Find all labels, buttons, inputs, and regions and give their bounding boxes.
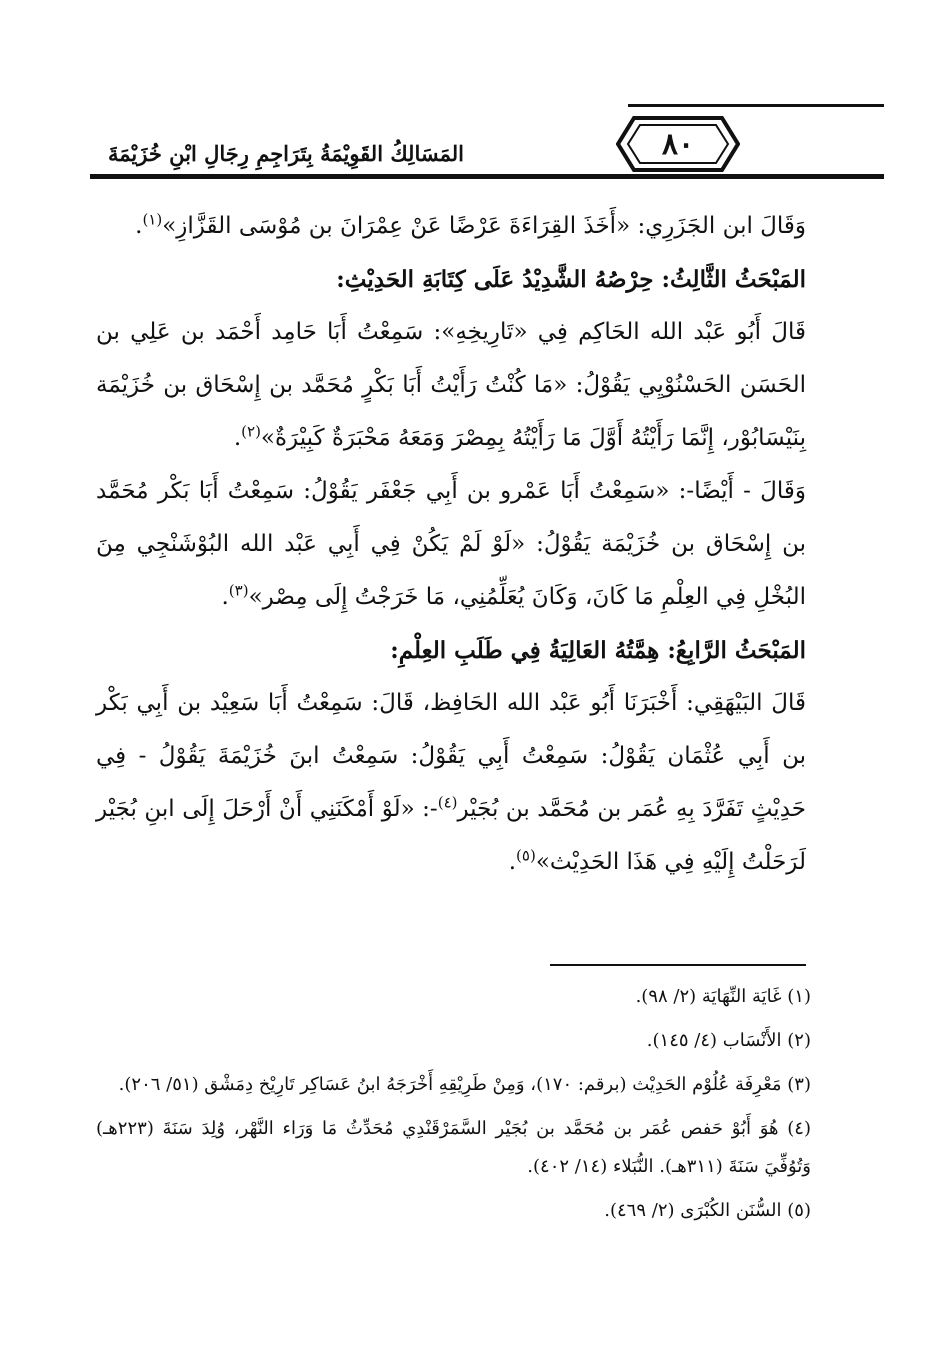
footnote-5-text: السُّنَن الكُبْرَى (٢/ ٤٦٩). xyxy=(604,1200,782,1221)
footnote-ref-2: (٢) xyxy=(241,422,261,441)
paragraph-1 xyxy=(96,200,806,253)
footnote-2 xyxy=(96,1022,811,1060)
section-heading-4-label: المَبْحَثُ الرَّابِعُ: xyxy=(667,637,806,664)
footnote-4-number: (٤) xyxy=(787,1118,811,1139)
footnotes xyxy=(96,978,811,1236)
section-heading-3-text: حِرْصُهُ الشَّدِيْدُ عَلَى كِتَابَةِ الحَدِيْثِ: xyxy=(336,266,654,293)
paragraph-4 xyxy=(96,677,806,889)
paragraph-4-text-a: قَالَ البَيْهَقِي: أَخْبَرَنَا أَبُو عَبْد الله الحَافِظ، قَالَ: سَمِعْتُ أَبَا سَعِيْد بن أَبِي بَكْر بن أَبِي عُثْمَان يَقُوْلُ: سَمِعْتُ أَبِي يَقُوْلُ: سَمِعْتُ ابنَ خُزَيْمَةَ يَقُوْلُ - فِي حَدِيْثٍ تَفَرَّدَ بِهِ عُمَر بن مُحَمَّد بن بُجَيْر xyxy=(96,690,806,822)
footnote-5 xyxy=(96,1192,811,1230)
footnote-2-text: الأَنْسَاب (٤/ ١٤٥). xyxy=(646,1030,782,1051)
footnote-separator xyxy=(550,964,806,966)
footnote-ref-1: (١) xyxy=(142,210,163,229)
paragraph-2 xyxy=(96,306,806,465)
footnote-5-number: (٥) xyxy=(787,1200,811,1221)
paragraph-2-end: . xyxy=(233,425,242,451)
page-number-badge xyxy=(616,114,740,174)
main-text xyxy=(96,200,806,889)
footnote-4 xyxy=(96,1110,811,1186)
footnote-4-text: هُوَ أَبُوْ حَفص عُمَر بن مُحَمَّد بن بُجَيْر السَّمَرْقَنْدِي مُحَدِّثُ مَا وَرَاء النَّهْر، وُلِدَ سَنَةَ (٢٢٣هـ) وَتُوُفِّيَ سَنَةَ (٣١١هـ). النُّبَلاء (١٤/ ٤٠٢). xyxy=(96,1118,811,1177)
paragraph-4-text-b: -: «لَوْ أَمْكَنَنِي أَنْ أَرْحَلَ إِلَى ابنِ بُجَيْر لَرَحَلْتُ إِلَيْهِ فِي هَذَا الحَدِيْث» xyxy=(96,796,806,875)
paragraph-2-text: قَالَ أَبُو عَبْد الله الحَاكِم فِي «تَارِيخِهِ»: سَمِعْتُ أَبَا حَامِد أَحْمَد بن عَلِي بن الحَسَن الحَسْنُوْيِي يَقُوْلُ: «مَا كُنْتُ رَأَيْتُ أَبَا بَكْرٍ مُحَمَّد بن إِسْحَاق بن خُزَيْمَة بِنَيْسَابُوْر، إِنَّمَا رَأَيْتُهُ أَوَّلَ مَا رَأَيْتُهُ بِمِصْرَ وَمَعَهُ مَحْبَرَةٌ كَبِيْرَةٌ» xyxy=(96,319,806,451)
footnote-ref-5: (٥) xyxy=(516,846,536,865)
section-heading-4-text: هِمَّتُهُ العَالِيَةُ فِي طَلَبِ العِلْمِ: xyxy=(390,637,660,664)
footnote-3-text: مَعْرِفَة عُلُوْم الحَدِيْث (برقم: ١٧٠)، وَمِنْ طَرِيْقِهِ أَخْرَجَهُ ابنُ عَسَاكِر تَارِيْخ دِمَشْق (٥١/ ٢٠٦). xyxy=(118,1074,782,1095)
footnote-2-number: (٢) xyxy=(787,1030,811,1051)
paragraph-4-end: . xyxy=(508,849,517,875)
paragraph-1-end: . xyxy=(135,213,143,239)
section-heading-3-label: المَبْحَثُ الثَّالِثُ: xyxy=(661,266,806,293)
paragraph-1-text: وَقَالَ ابن الجَزَرِي: «أَخَذَ القِرَاءَةَ عَرْضًا عَنْ عِمْرَانَ بن مُوْسَى القَزَّازِ» xyxy=(162,213,806,239)
page-number: ٨٠ xyxy=(661,126,695,162)
footnote-3 xyxy=(96,1066,811,1104)
paragraph-3-text: وَقَالَ - أَيْضًا-: «سَمِعْتُ أَبَا عَمْرو بن أَبِي جَعْفَر يَقُوْلُ: سَمِعْتُ أَبَا بَكْر مُحَمَّد بن إِسْحَاق بن خُزَيْمَة يَقُوْلُ: «لَوْ لَمْ يَكُنْ فِي أَبِي عَبْد الله البُوْشَنْجِي مِنَ البُخْلِ فِي العِلْمِ مَا كَانَ، وَكَانَ يُعَلِّمُنِي، مَا خَرَجْتُ إِلَى مِصْر» xyxy=(96,478,806,610)
footnote-1-text: غَايَة النِّهَايَة (٢/ ٩٨). xyxy=(635,986,782,1007)
paragraph-3-end: . xyxy=(221,584,229,610)
header-rule-thin xyxy=(628,104,884,107)
header-rule-thick xyxy=(90,174,884,179)
footnote-ref-4: (٤) xyxy=(437,793,458,812)
footnote-1 xyxy=(96,978,811,1016)
footnote-1-number: (١) xyxy=(787,986,811,1007)
footnote-ref-3: (٣) xyxy=(228,581,249,600)
footnote-3-number: (٣) xyxy=(787,1074,811,1095)
section-heading-3 xyxy=(96,253,806,306)
running-title: المَسَالِكُ القَوِيْمَةُ بِتَرَاجِمِ رِجَالِ ابْنِ خُزَيْمَةَ xyxy=(108,141,464,166)
paragraph-3 xyxy=(96,465,806,624)
section-heading-4 xyxy=(96,624,806,677)
